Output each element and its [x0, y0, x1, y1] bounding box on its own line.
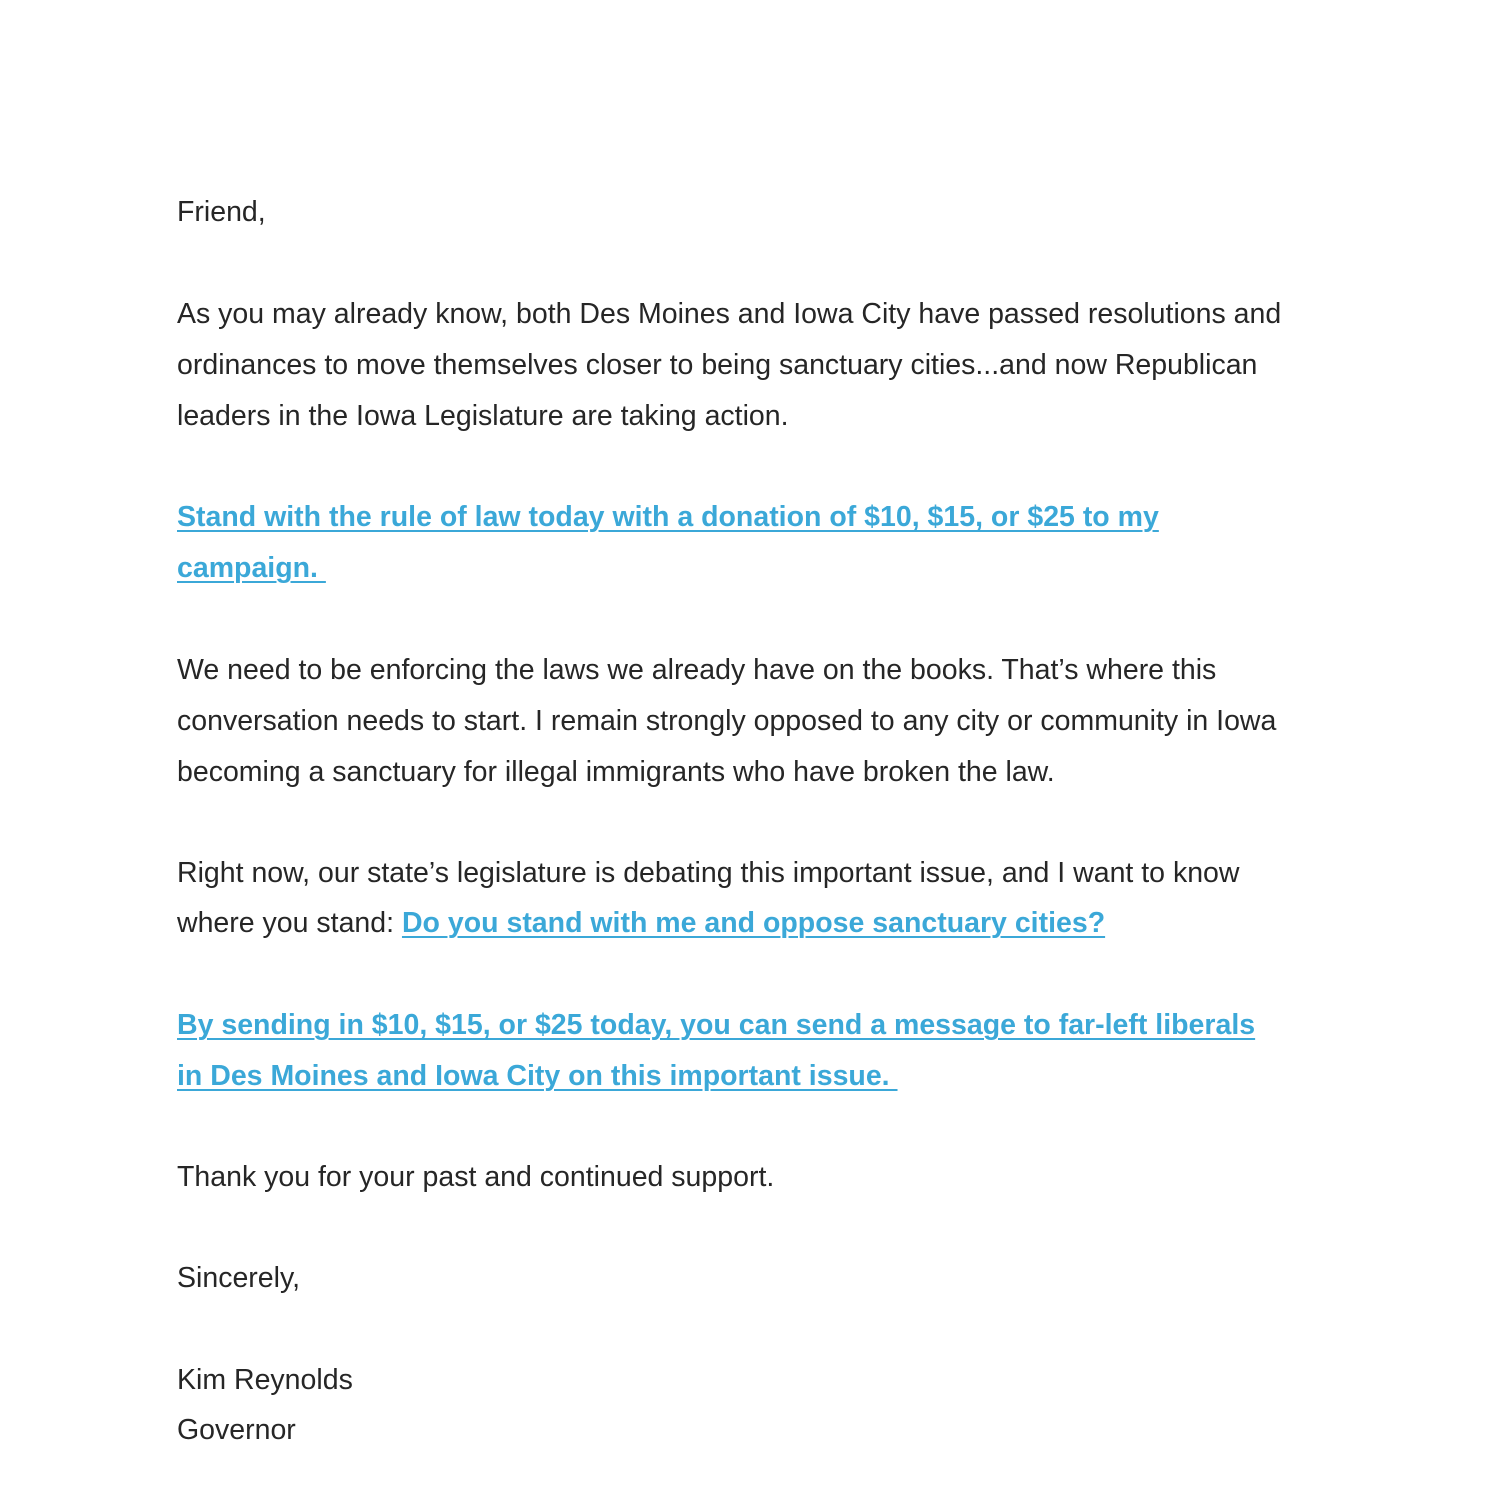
- donate-link-1-cont[interactable]: [177, 548, 326, 588]
- oppose-sanctuary-cities-link[interactable]: Do you stand with me and oppose sanctuary cities?: [401, 907, 1106, 939]
- thanks-line: Thank you for your past and continued support.: [177, 1161, 775, 1193]
- paragraph-2-line-3: becoming a sanctuary for illegal immigrants who have broken the law.: [177, 756, 1055, 788]
- signature-title: Governor: [177, 1414, 296, 1446]
- closing: Sincerely,: [177, 1262, 301, 1294]
- donate-link-1-line-1[interactable]: Stand with the rule of law today with a donation of $10, $15, or $25 to my: [177, 501, 1159, 533]
- donate-link-2-cont[interactable]: [177, 1056, 898, 1096]
- paragraph-1-line-1: As you may already know, both Des Moines and Iowa City have passed resolutions and: [177, 298, 1282, 330]
- paragraph-2-line-2: conversation needs to start. I remain strongly opposed to any city or community in Iowa: [177, 705, 1277, 737]
- signature-name: Kim Reynolds: [177, 1364, 353, 1396]
- donate-link-1-line-2[interactable]: campaign.: [177, 552, 326, 584]
- donate-link-2[interactable]: [177, 1005, 1255, 1045]
- donate-link-1[interactable]: [177, 497, 1159, 537]
- paragraph-3-line-2: [177, 903, 1105, 943]
- paragraph-3-line-1: Right now, our state’s legislature is debating this important issue, and I want to know: [177, 857, 1240, 889]
- salutation: Friend,: [177, 196, 266, 228]
- donate-link-2-line-1[interactable]: By sending in $10, $15, or $25 today, you can send a message to far-left liberals: [177, 1009, 1256, 1041]
- donate-link-2-line-2[interactable]: in Des Moines and Iowa City on this important issue.: [177, 1060, 898, 1092]
- paragraph-3-prefix: where you stand:: [177, 907, 402, 939]
- paragraph-2-line-1: We need to be enforcing the laws we already have on the books. That’s where this: [177, 654, 1217, 686]
- paragraph-1-line-2: ordinances to move themselves closer to being sanctuary cities...and now Republican: [177, 349, 1258, 381]
- paragraph-1-line-3: leaders in the Iowa Legislature are taking action.: [177, 400, 789, 432]
